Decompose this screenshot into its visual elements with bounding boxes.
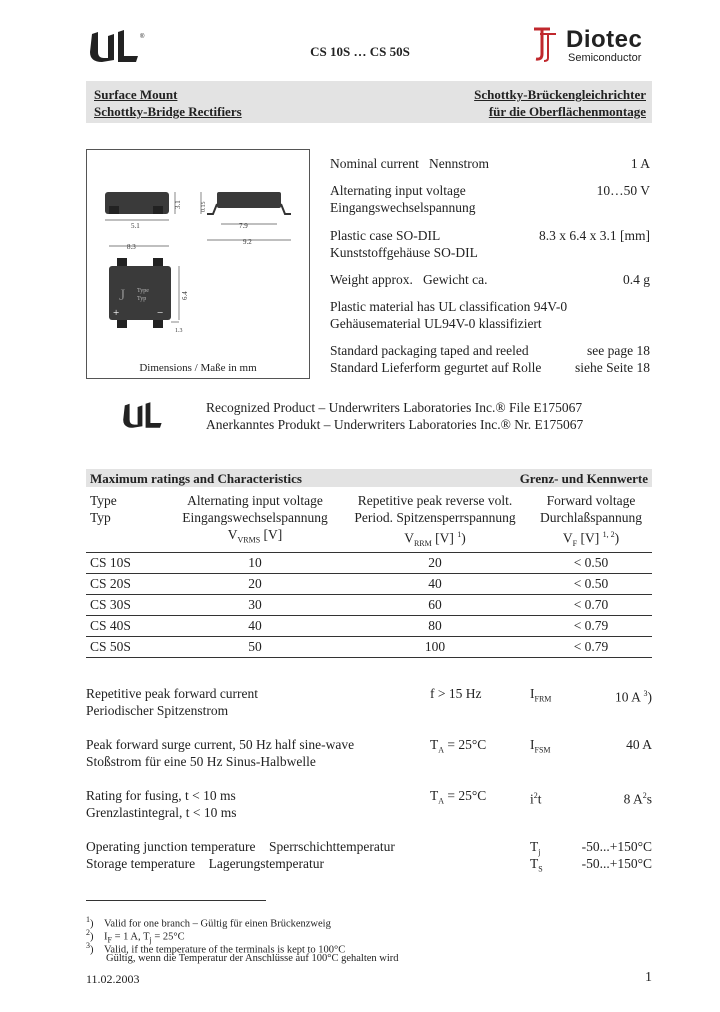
ul-anerkannt-line: Anerkanntes Produkt – Underwriters Laboratories Inc.® Nr. E175067 <box>206 417 584 432</box>
page-number: 1 <box>645 970 652 985</box>
plus-terminal: + <box>113 307 120 319</box>
title-de-line2: für die Oberflächenmontage <box>488 104 646 119</box>
param-i2t-symbol: $i^2t$ <box>530 791 542 807</box>
dim-a-label: 5.1 <box>131 222 140 230</box>
dim-e-label: 7.9 <box>239 222 248 230</box>
page-title: CS 10S … CS 50S <box>310 44 410 59</box>
spec-ac-voltage-value: 10…50 V <box>596 183 650 198</box>
dim-h-label: 0.15 <box>201 201 207 212</box>
param-frm: Repetitive peak forward current Periodischer Spitzenstrom <box>86 686 259 718</box>
spec-case-value: 8.3 x 6.4 x 3.1 [mm] <box>539 228 650 243</box>
ratings-title-de: Grenz- und Kennwerte <box>519 471 648 486</box>
chip-typ-label: Typ <box>137 296 147 302</box>
col-vrms-header: Alternating input voltage Eingangswechselspannung $V_{VRMS}$ [V] <box>182 493 328 545</box>
footnote-1: $^1$) Valid for one branch – Gültig für einen Brückenzweig <box>86 915 331 930</box>
footnote-3: $^3$) Valid, if the temperature of the terminals is kept to 100°C <box>86 941 346 956</box>
col-type-header: Type Typ <box>90 493 117 525</box>
footnote-divider <box>86 900 266 901</box>
package-drawing <box>87 150 309 378</box>
table-row: CS 40S 40 80 < 0.79 <box>86 616 652 637</box>
param-fsm-symbol: $I_{FSM}$ <box>530 737 551 755</box>
dim-g-label: 1.3 <box>175 328 183 334</box>
param-i2t-value: 8 $A^2s$ <box>623 791 652 807</box>
dimension-drawing <box>86 149 310 379</box>
spec-weight: Weight approx. Gewicht ca. <box>330 272 488 287</box>
spec-packaging: Standard packaging taped and reeled Standard Lieferform gegurtet auf Rolle <box>330 343 542 375</box>
table-row: CS 50S 50 100 < 0.79 <box>86 637 652 658</box>
drawing-caption: Dimensions / Maße in mm <box>139 362 257 374</box>
package-front-body <box>217 192 281 208</box>
param-i2t: Rating for fusing, t < 10 ms Grenzlastintegral, t < 10 ms <box>86 788 237 820</box>
dim-b-label: 3.1 <box>174 200 182 209</box>
footnote-2: $^2$) $I_F = 1$ A, $T_j = 25^\circ C$ <box>86 928 185 945</box>
title-en-line2: Schottky-Bridge Rectifiers <box>94 104 242 119</box>
title-en-line1: Surface Mount <box>94 87 178 102</box>
ul-logo <box>86 28 146 64</box>
ratings-table <box>86 492 652 658</box>
param-fsm-cond: $T_A = 25^\circ C$ <box>430 737 487 755</box>
param-i2t-cond: $T_A = 25^\circ C$ <box>430 788 487 806</box>
footnote-3-de: Gültig, wenn die Temperatur der Anschlüsse auf 100°C gehalten wird <box>106 953 399 964</box>
param-tj-value: -50...+150°C <box>581 839 652 854</box>
dim-f-label: 9.2 <box>243 238 252 246</box>
title-de-line1: Schottky-Brückengleichrichter <box>474 87 646 102</box>
spec-case: Plastic case SO-DIL Kunststoffgehäuse SO-DIL <box>330 228 478 260</box>
dim-c-label: 8.3 <box>127 243 136 251</box>
ul-recognized-line: Recognized Product – Underwriters Laboratories Inc.® File E175067 <box>206 400 583 415</box>
ratings-title-en: Maximum ratings and Characteristics <box>90 471 302 486</box>
spec-nominal-current-value: 1 A <box>630 156 650 171</box>
ratings-header-band <box>86 469 652 487</box>
spec-ac-voltage: Alternating input voltage Eingangswechselspannung <box>330 183 476 215</box>
param-ts-value: -50...+150°C <box>581 856 652 871</box>
param-frm-cond: f > 15 Hz <box>430 686 482 701</box>
param-tj-symbol: $T_j$ <box>530 839 541 857</box>
ul-recognized-icon <box>120 400 168 430</box>
footer-date: 11.02.2003 <box>86 972 140 986</box>
svg-text:J: J <box>119 287 126 304</box>
spec-packaging-value: see page 18 siehe Seite 18 <box>575 343 650 375</box>
col-vrrm-header: Repetitive peak reverse volt. Period. Spitzensperrspannung $V_{RRM}$ [V] $^1$) <box>354 493 516 549</box>
col-vf-header: Forward voltage Durchlaßspannung $V_F$ [V] $^{1, 2}$) <box>540 493 642 549</box>
table-row: CS 20S 20 40 < 0.50 <box>86 574 652 595</box>
title-band <box>86 81 652 123</box>
diotec-logo-icon <box>528 26 562 62</box>
param-frm-value: 10 A $^3$) <box>614 689 652 705</box>
svg-text:®: ® <box>140 34 145 40</box>
param-ts: Storage temperature Lagerungstemperatur <box>86 856 325 871</box>
chip-type-label: Type <box>137 288 149 294</box>
dim-d-label: 6.4 <box>181 291 189 300</box>
spec-nominal-current: Nominal current Nennstrom <box>330 156 489 171</box>
param-fsm-value: 40 A <box>626 737 652 752</box>
spec-weight-value: 0.4 g <box>623 272 650 287</box>
brand-name: Diotec <box>566 26 643 53</box>
param-tj: Operating junction temperature Sperrschichttemperatur <box>86 839 395 854</box>
brand-subtitle: Semiconductor <box>568 52 642 64</box>
spec-plastic: Plastic material has UL classification 94V-0 Gehäusematerial UL94V-0 klassifiziert <box>330 299 568 331</box>
param-fsm: Peak forward surge current, 50 Hz half sine-wave Stoßstrom für eine 50 Hz Sinus-Halbwelle <box>86 737 355 769</box>
table-row: CS 30S 30 60 < 0.70 <box>86 595 652 616</box>
param-frm-symbol: $I_{FRM}$ <box>530 686 552 704</box>
table-row: CS 10S 10 20 < 0.50 <box>86 553 652 574</box>
minus-terminal: − <box>157 307 164 319</box>
param-ts-symbol: $T_S$ <box>530 856 543 874</box>
